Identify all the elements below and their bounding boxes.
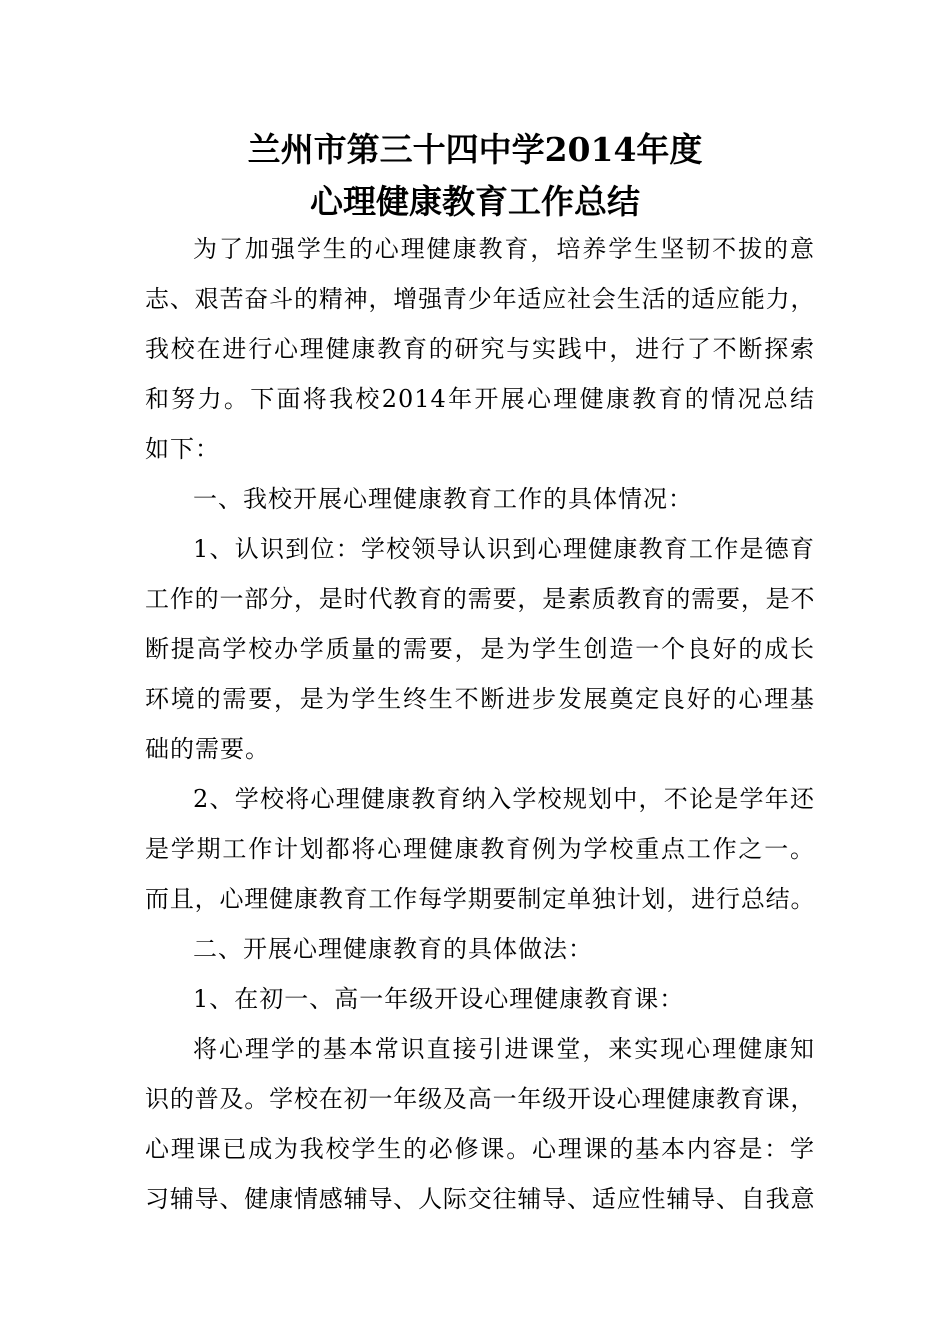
body-line: 1、认识到位：学校领导认识到心理健康教育工作是德育 xyxy=(193,535,815,563)
body-line: 为了加强学生的心理健康教育，培养学生坚韧不拔的意 xyxy=(193,235,815,263)
subsection-heading: 1、在初一、高一年级开设心理健康教育课： xyxy=(193,985,685,1013)
document-title-line-1: 兰州市第三十四中学2014年度 xyxy=(247,130,703,169)
body-line: 断提高学校办学质量的需要，是为学生创造一个良好的成长 xyxy=(145,635,815,663)
body-line: 环境的需要，是为学生终生不断进步发展奠定良好的心理基 xyxy=(145,685,815,713)
body-line: 而且，心理健康教育工作每学期要制定单独计划，进行总结。 xyxy=(145,885,815,913)
document-title-line-2: 心理健康教育工作总结 xyxy=(310,182,640,221)
body-line: 工作的一部分，是时代教育的需要，是素质教育的需要，是不 xyxy=(145,585,815,613)
body-line: 我校在进行心理健康教育的研究与实践中，进行了不断探索 xyxy=(145,335,815,363)
body-line: 和努力。下面将我校2014年开展心理健康教育的情况总结 xyxy=(145,385,815,413)
body-line: 心理课已成为我校学生的必修课。心理课的基本内容是：学 xyxy=(145,1135,815,1163)
body-line: 将心理学的基本常识直接引进课堂，来实现心理健康知 xyxy=(193,1035,815,1063)
body-line: 识的普及。学校在初一年级及高一年级开设心理健康教育课， xyxy=(145,1085,815,1113)
body-line: 志、艰苦奋斗的精神，增强青少年适应社会生活的适应能力， xyxy=(145,285,815,313)
body-line: 2、学校将心理健康教育纳入学校规划中，不论是学年还 xyxy=(193,785,815,813)
body-line: 习辅导、健康情感辅导、人际交往辅导、适应性辅导、自我意 xyxy=(145,1185,815,1213)
body-line: 是学期工作计划都将心理健康教育例为学校重点工作之一。 xyxy=(145,835,815,863)
section-heading: 二、开展心理健康教育的具体做法： xyxy=(193,935,593,963)
body-line: 础的需要。 xyxy=(145,735,270,763)
section-heading: 一、我校开展心理健康教育工作的具体情况： xyxy=(193,485,693,513)
body-line: 如下： xyxy=(145,435,220,463)
